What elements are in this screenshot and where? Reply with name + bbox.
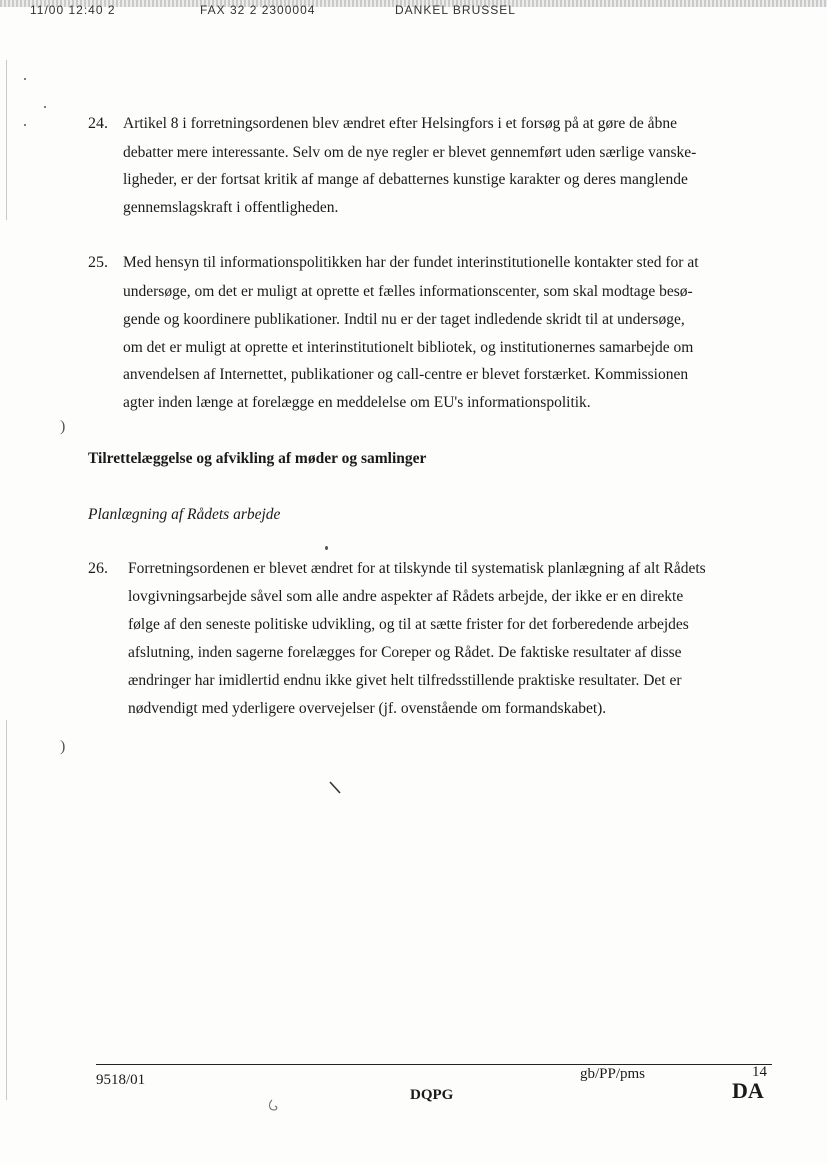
paragraph-line: undersøge, om det er muligt at oprette et fælles informationscenter, som skal modtage besø-: [123, 283, 693, 300]
paragraph-line: agter inden længe at forelægge en meddelelse om EU's informationspolitik.: [123, 394, 591, 411]
paragraph-number: 24.: [88, 115, 108, 132]
paragraph-line: ligheder, er der fortsat kritik af mange af debatternes kunstige karakter og deres manglende: [123, 171, 688, 188]
fax-header-right: DANKEL BRUSSEL: [395, 3, 516, 17]
paragraph-line: afslutning, inden sagerne forelægges for Coreper og Rådet. De faktiske resultater af disse: [128, 644, 682, 661]
section-subheading: Planlægning af Rådets arbejde: [88, 506, 281, 523]
scan-squiggle-mark: [266, 1098, 280, 1116]
fax-header: [30, 3, 550, 17]
scan-speck: [24, 124, 26, 126]
fax-header-left: 11/00 12:40 2: [30, 3, 116, 17]
paragraph-line: gennemslagskraft i offentligheden.: [123, 199, 339, 216]
footer-directorate: DQPG: [410, 1087, 454, 1103]
scan-speck: [44, 106, 46, 108]
footer-initials: gb/PP/pms: [580, 1066, 646, 1082]
paragraph-number: 25.: [88, 254, 108, 271]
footer-page-number: 14: [752, 1064, 767, 1080]
paragraph-line: debatter mere interessante. Selv om de nye regler er blevet gennemført uden særlige vanske-: [123, 144, 697, 161]
footer-language-code: DA: [732, 1078, 764, 1103]
paragraph-line: lovgivningsarbejde såvel som alle andre aspekter af Rådets arbejde, der ikke er en direkte: [128, 588, 684, 605]
footer-rule: [96, 1064, 772, 1065]
footer-doc-number: 9518/01: [96, 1072, 146, 1088]
paragraph-number: 26.: [88, 560, 108, 577]
paragraph-line: ændringer har imidlertid endnu ikke givet helt tilfredsstillende praktiske resultater. Det er: [128, 672, 682, 689]
paragraph-line: Med hensyn til informationspolitikken har der fundet interinstitutionelle kontakter sted for at: [123, 254, 699, 271]
paragraph-line: følge af den seneste politiske udvikling, og til at sætte frister for det forberedende arbejdes: [128, 616, 689, 633]
paragraph-line: Artikel 8 i forretningsordenen blev ændret efter Helsingfors i et forsøg på at gøre de åbne: [123, 115, 677, 132]
paragraph-line: gende og koordinere publikationer. Indtil nu er der taget indledende skridt til at undersøge,: [123, 311, 685, 328]
scan-stroke-mark: [328, 780, 344, 796]
fax-header-mid: FAX 32 2 2300004: [200, 3, 316, 17]
scan-speck: [24, 78, 26, 80]
punch-hole-mark: ): [60, 418, 66, 435]
section-heading: Tilrettelæggelse og afvikling af møder og samlinger: [88, 450, 427, 467]
paragraph-line: Forretningsordenen er blevet ændret for at tilskynde til systematisk planlægning af alt Rådets: [128, 560, 706, 577]
scan-margin-line: [6, 720, 7, 1100]
punch-hole-mark: ): [60, 738, 66, 755]
paragraph-line: om det er muligt at oprette et interinstitutionelt bibliotek, og institutionernes samarbejde om: [123, 339, 694, 356]
scan-speck: [325, 546, 328, 550]
paragraph-line: nødvendigt med yderligere overvejelser (jf. ovenstående om formandskabet).: [128, 700, 607, 717]
paragraph-line: anvendelsen af Internettet, publikationer og call-centre er blevet forstærket. Kommissionen: [123, 366, 689, 383]
scan-margin-line: [6, 60, 7, 220]
